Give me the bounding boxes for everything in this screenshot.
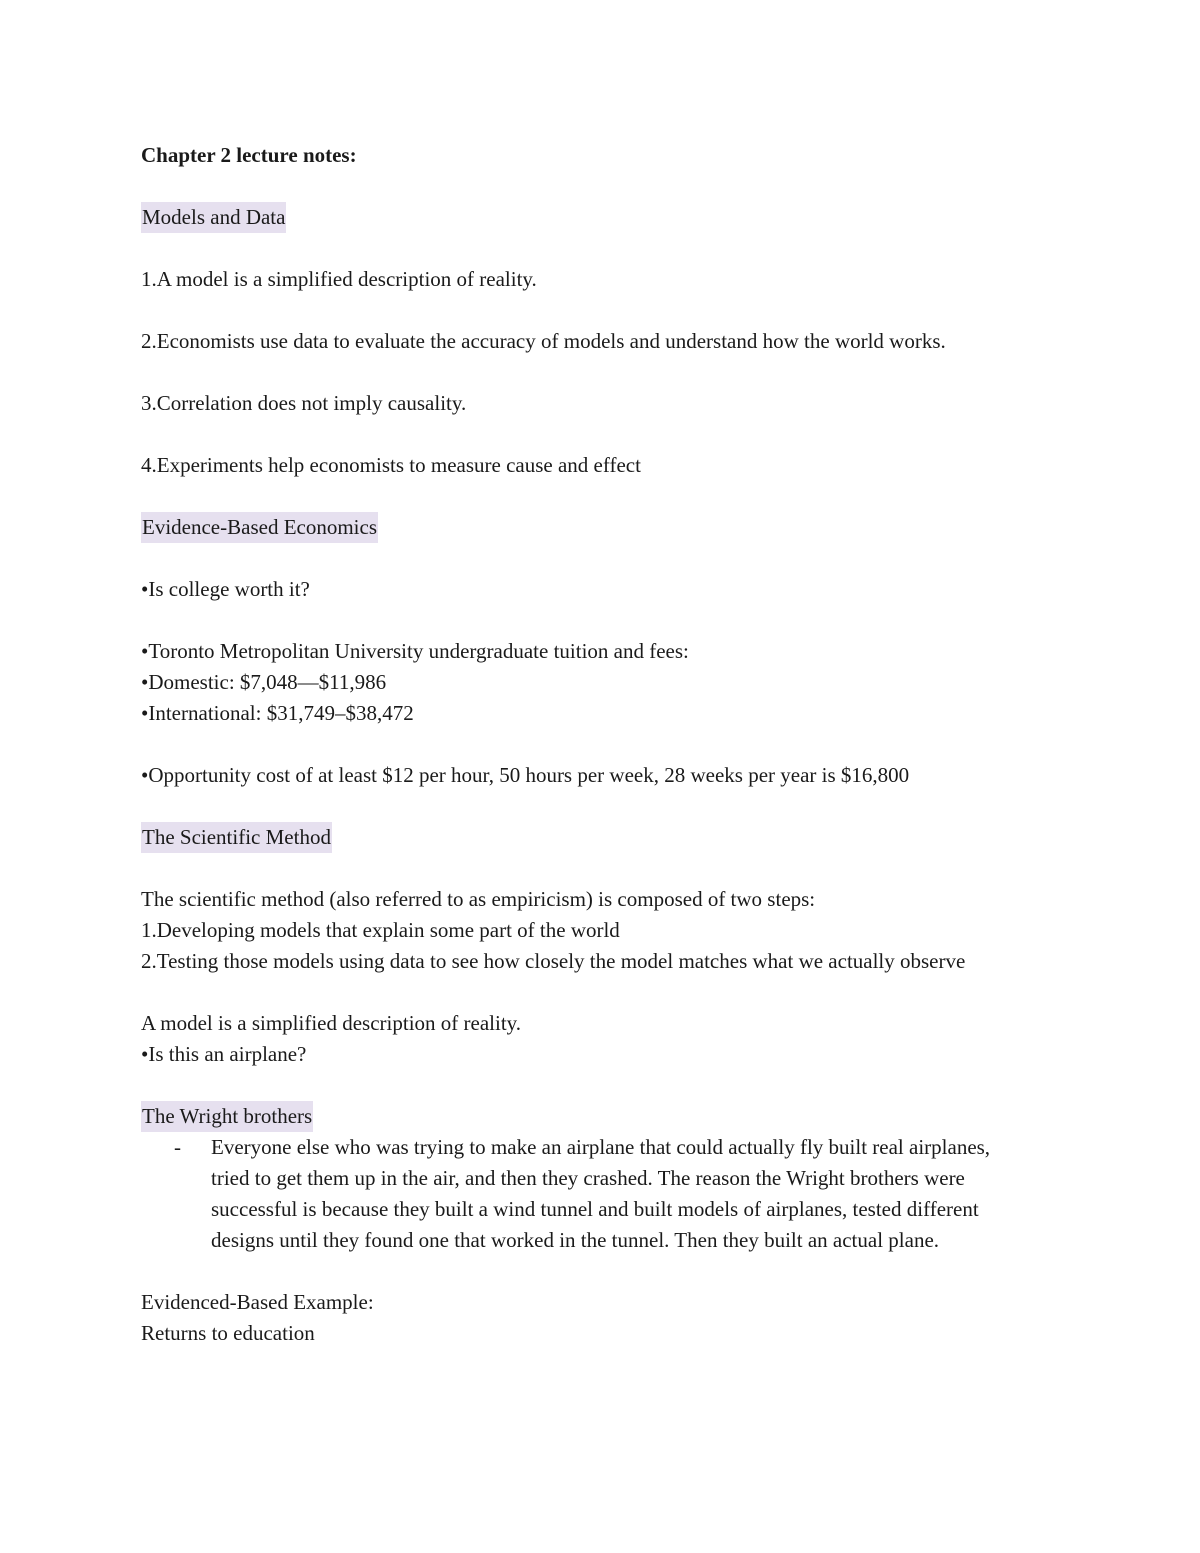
bullet-tuition-intro: •Toronto Metropolitan University undergraduate tuition and fees:: [141, 639, 689, 663]
spacer: [141, 605, 1061, 636]
spacer: [141, 1070, 1061, 1101]
dash-bullet: -: [174, 1135, 181, 1159]
spacer: [141, 233, 1061, 264]
spacer: [141, 295, 1061, 326]
wright-paragraph: [141, 1132, 1031, 1256]
spacer: [141, 1256, 1061, 1287]
scientific-step-2: 2.Testing those models using data to see how closely the model matches what we actually observe: [141, 949, 966, 973]
bullet-domestic: •Domestic: $7,048—$11,986: [141, 670, 387, 694]
scientific-intro: The scientific method (also referred to as empiricism) is composed of two steps:: [141, 887, 816, 911]
section-heading-evidence: Evidence-Based Economics: [141, 512, 378, 543]
document-page: [141, 140, 1061, 1349]
spacer: [141, 977, 1061, 1008]
list-item: 4.Experiments help economists to measure cause and effect: [141, 453, 641, 477]
spacer: [141, 419, 1061, 450]
scientific-step-1: 1.Developing models that explain some part of the world: [141, 918, 620, 942]
section-heading-wright: The Wright brothers: [141, 1101, 313, 1132]
bullet-opportunity-cost: •Opportunity cost of at least $12 per hour, 50 hours per week, 28 weeks per year is $16,800: [141, 763, 910, 787]
example-label: Evidenced-Based Example:: [141, 1290, 374, 1314]
wright-text: Everyone else who was trying to make an airplane that could actually fly built real airplanes, tried to get them up in the air, and then they crashed. The reason the Wright brothers were successful is because they built a wind tunnel and built models of airplanes, tested different designs until they found one that worked in the tunnel. Then they built an actual plane.: [211, 1135, 991, 1252]
spacer: [141, 481, 1061, 512]
list-item: 1.A model is a simplified description of reality.: [141, 267, 537, 291]
section-heading-models: Models and Data: [141, 202, 286, 233]
section-heading-scientific: The Scientific Method: [141, 822, 332, 853]
list-item: 3.Correlation does not imply causality.: [141, 391, 467, 415]
list-item: 2.Economists use data to evaluate the accuracy of models and understand how the world works.: [141, 329, 946, 353]
spacer: [141, 171, 1061, 202]
spacer: [141, 791, 1061, 822]
bullet-airplane-question: •Is this an airplane?: [141, 1042, 307, 1066]
document-title: Chapter 2 lecture notes:: [141, 143, 357, 167]
bullet-international: •International: $31,749–$38,472: [141, 701, 414, 725]
model-definition: A model is a simplified description of reality.: [141, 1011, 522, 1035]
spacer: [141, 853, 1061, 884]
example-topic: Returns to education: [141, 1321, 315, 1345]
bullet-question: •Is college worth it?: [141, 577, 310, 601]
spacer: [141, 543, 1061, 574]
spacer: [141, 357, 1061, 388]
spacer: [141, 729, 1061, 760]
